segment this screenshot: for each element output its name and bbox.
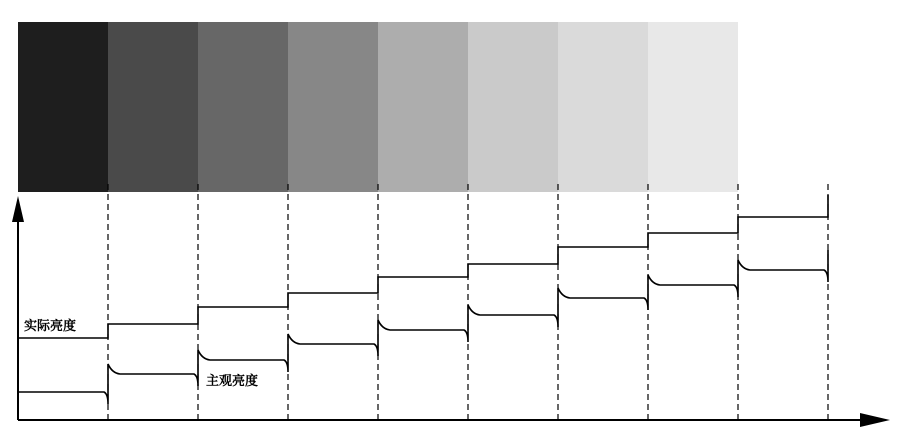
perceived-brightness-label: 主观亮度 xyxy=(206,374,259,389)
gray-bar xyxy=(558,22,648,192)
y-axis-arrow xyxy=(12,196,24,222)
gray-bar xyxy=(288,22,378,192)
actual-brightness-label: 实际亮度 xyxy=(24,319,77,334)
gray-bar xyxy=(468,22,558,192)
gray-bar xyxy=(108,22,198,192)
perceived-brightness-curve xyxy=(18,250,828,404)
gray-bars xyxy=(18,22,738,192)
gray-bar xyxy=(378,22,468,192)
x-axis-arrow xyxy=(860,413,890,427)
gray-bar xyxy=(198,22,288,192)
gray-bar xyxy=(648,22,738,192)
gray-bar xyxy=(18,22,108,192)
actual-brightness-curve xyxy=(18,195,828,338)
